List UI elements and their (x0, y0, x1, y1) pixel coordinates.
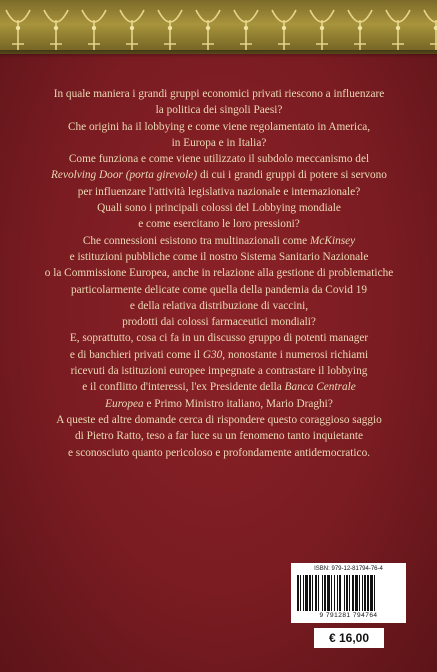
price-label: € 16,00 (314, 628, 384, 648)
barcode-bar (297, 575, 299, 611)
band-shadow (0, 50, 437, 58)
blurb-line (28, 167, 410, 183)
blurb-line: per influenzare l'attività legislativa nazionale e internazionale? (77, 185, 361, 198)
barcode-bar (359, 575, 360, 611)
ornament-motif (348, 10, 372, 50)
blurb-segment: e di banchieri privati come il (69, 348, 203, 361)
blurb-line: e istituzioni pubbliche come il nostro Sistema Sanitario Nazionale (69, 250, 369, 263)
ornament-motif (386, 10, 410, 50)
blurb-segment: e il conflitto d'interessi, l'ex Presidente della (82, 381, 285, 394)
barcode-bar (344, 575, 345, 611)
blurb-line (28, 233, 410, 249)
blurb-line: particolarmente delicate come quella della pandemia da Covid 19 (70, 283, 368, 296)
barcode-bar (370, 575, 373, 611)
blurb-line: e come esercitano le loro pressioni? (138, 218, 300, 231)
barcode-bar (331, 575, 332, 611)
blurb-line: la politica dei singoli Paesi? (155, 104, 283, 117)
barcode-bar (315, 575, 317, 611)
barcode-digits: 9 791281 794764 (319, 612, 378, 619)
blurb-line: prodotti dai colossi farmaceutici mondiali? (122, 316, 316, 329)
blurb-line: in Europa e in Italia? (171, 136, 267, 149)
barcode-bar (337, 575, 338, 611)
blurb-line: ricevuti da istituzioni europee impegnate a contrastare il lobbying (70, 365, 368, 378)
blurb-line: Quali sono i principali colossi del Lobbying mondiale (97, 202, 341, 215)
top-decorative-band (0, 0, 437, 54)
ornament-motif (272, 10, 296, 50)
barcode-bar (334, 575, 335, 611)
ornament-motif (44, 10, 68, 50)
barcode-icon (297, 575, 400, 611)
ornament-motif (424, 10, 437, 50)
ornament-motif (120, 10, 144, 50)
barcode-bar (367, 575, 369, 611)
barcode-bar (352, 575, 354, 611)
barcode-bar (322, 575, 323, 611)
blurb-italic-term: Europea (105, 397, 144, 410)
blurb-italic-term: McKinsey (309, 234, 356, 247)
barcode-bar (362, 575, 363, 611)
blurb-segment: di cui i grandi gruppi di potere si servono (197, 169, 387, 182)
blurb-line: Come funziona e come viene utilizzato il subdolo meccanismo del (68, 153, 370, 166)
blurb-line: o la Commissione Europea, anche in relazione alla gestione di problematiche (44, 267, 394, 280)
barcode-bar (312, 575, 313, 611)
barcode-bar (303, 575, 304, 611)
blurb-line (28, 396, 410, 412)
barcode-bar (364, 575, 366, 611)
blurb-line (28, 379, 410, 395)
ornament-motif (82, 10, 106, 50)
barcode-bar (318, 575, 319, 611)
blurb-line: e sconosciuto quanto pericoloso e profondamente antidemocratico. (67, 446, 371, 459)
barcode-bar (324, 575, 326, 611)
barcode-bar (300, 575, 301, 611)
ornament-motif (196, 10, 220, 50)
barcode-bar (327, 575, 330, 611)
blurb-line: A queste ed altre domande cerca di rispondere questo coraggioso saggio (56, 413, 382, 426)
barcode-bar (309, 575, 311, 611)
blurb-line: E, soprattutto, cosa ci fa in un discusso gruppo di potenti manager (69, 332, 369, 345)
ornament-motif (234, 10, 258, 50)
blurb-segment: Che connessioni esistono tra multinazionali come (82, 234, 310, 247)
blurb-line: di Pietro Ratto, teso a far luce su un fenomeno tanto inquietante (75, 430, 363, 443)
barcode-bar (339, 575, 341, 611)
blurb-italic-term: G30 (202, 348, 223, 361)
isbn-label: ISBN: 979-12-81794-76-4 (314, 566, 383, 572)
barcode-box (291, 563, 406, 623)
blurb-italic-term: Banca Centrale (284, 381, 356, 394)
blurb-italic-term: Revolving Door (porta girevole) (51, 169, 198, 182)
ornament-motif (310, 10, 334, 50)
barcode-bar (355, 575, 358, 611)
blurb-line: Che origini ha il lobbying e come viene regolamentato in America, (67, 120, 371, 133)
blurb-line: In quale maniera i grandi gruppi economici privati riescono a influenzare (53, 88, 385, 100)
barcode-bar (374, 575, 375, 611)
ornament-motif (6, 10, 30, 50)
blurb-segment: , nonostante i numerosi richiami (222, 348, 369, 361)
ornament-pattern (0, 0, 437, 54)
blurb-segment: e Primo Ministro italiano, Mario Draghi? (143, 397, 333, 410)
ornament-motif (158, 10, 182, 50)
blurb-line (28, 347, 410, 363)
barcode-bar (349, 575, 350, 611)
barcode-bar (346, 575, 348, 611)
back-cover-blurb (28, 86, 410, 461)
blurb-line: e della relativa distribuzione di vaccini, (129, 299, 309, 312)
barcode-bar (305, 575, 308, 611)
